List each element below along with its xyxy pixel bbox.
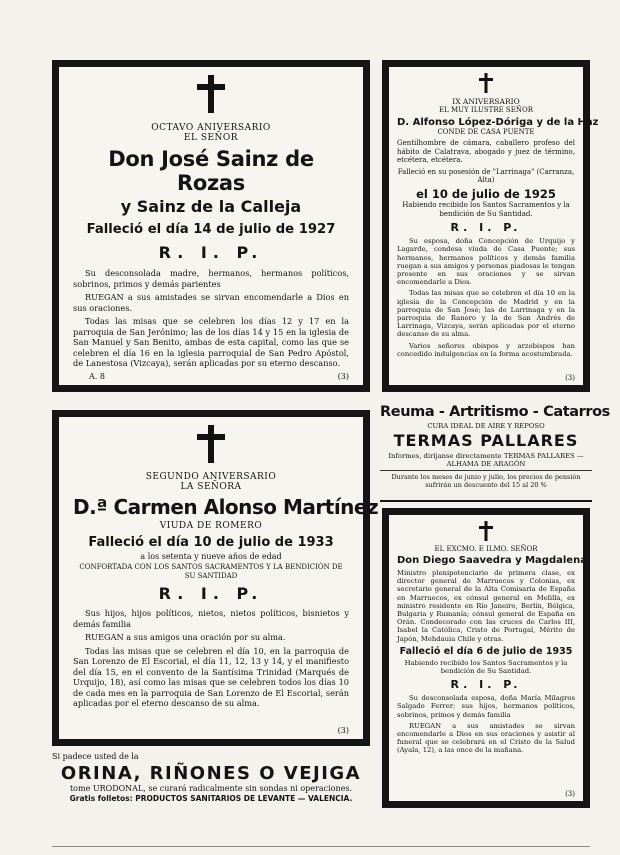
ad-subtitle: CURA IDEAL DE AIRE Y REPOSO [427, 422, 545, 430]
description-text: Ministro plenipotenciario de primera clase, ex director general de Marruecos y Colonias, ex secretario general de la Alta Comisaría de España en Marruecos, ex cónsul general en Melilla, ex ministro residente en Río Janeiro, Berlín, Bélgica, Bulgaria y Rumanía; cónsul general de España en Orán. Condecorado con las cruces de Carlos III, Isabel la Católica, Cristo de Portugal, Mérito de Japón, Mehdauia Chile y otras. [397, 569, 575, 643]
ad-info: Informes, diríjanse directamente TERMAS PALLARES — ALHAMA DE ARAGÓN [380, 452, 592, 471]
sacraments-text: CONFORTADA CON LOS SANTOS SACRAMENTOS Y LA BENDICIÓN DE SU SANTIDAD [79, 563, 343, 580]
cross-icon [397, 521, 575, 545]
deceased-name: Don José Sainz de Rozas [108, 147, 314, 195]
indulgences-text: Varios señores obispos y arzobispos han concedido indulgencias en la forma acostumbrada. [397, 341, 575, 358]
noble-title: CONDE DE CASA PUENTE [437, 128, 535, 136]
deceased-name: D. Alfonso López-Dóriga y de la Haz [397, 117, 599, 128]
obituary-diego-saavedra [382, 508, 590, 808]
masses-text: Todas las misas que se celebren el día 10, en la parroquia de San Lorenzo de El Escorial, el día 11, 12, 13 y 14, y el manifiesto del día 15, en el convento de la Santísima Trinidad (Marqués de Urquijo, 18), así como las misas que se celebren todos los días 10 de cada mes en la parroquia de San Lorenzo de El Escorial, serán aplicadas por el eterno descanso de su alma. [73, 645, 349, 709]
description-text: Gentilhombre de cámara, caballero profeso del hábito de Calatrava, abogado y juez de término, etcétera, etcétera. [397, 139, 575, 165]
anniversary-heading: OCTAVO ANIVERSARIO [151, 123, 271, 133]
deceased-name: Don Diego Saavedra y Magdalena [397, 555, 587, 566]
deceased-name: D.ª Carmen Alonso Martínez [73, 495, 379, 519]
reference-right: (3) [565, 374, 575, 382]
cross-icon [73, 425, 349, 467]
request-text: RUEGAN a sus amigos una oración por su alma. [85, 632, 286, 643]
sacraments-text: Habiendo recibido los Santos Sacramentos y la bendición de Su Santidad. [404, 658, 568, 676]
family-text: Su desconsolada madre, hermanos, hermanos políticos, sobrinos, primos y demás parientes [73, 268, 349, 289]
masses-text: Todas las misas que se celebren el día 10 en la iglesia de la Concepción de Madrid y en la parroquia de San José; las de Larrinaga y en la parroquia de Ranero y la de San Andrés de Larrinaga, Vizcaya, serán aplicadas por el eterno descanso de su alma. [397, 289, 575, 339]
rip-label: R. I. P. [450, 221, 522, 235]
death-date: Falleció el día 14 de julio de 1927 [86, 222, 336, 237]
title-heading: EL MUY ILUSTRE SEÑOR [439, 106, 533, 114]
masses-text: Todas las misas que se celebren los días 12 y 17 en la parroquia de San Jerónimo; las de los días 14 y 15 en la iglesia de San Manuel y San Benito, ambas de esta capital, como las que se celebren el día 16 en la iglesia parroquial de San Pedro Apóstol, de Lanestosa (Vizcaya), serán aplicadas por su eterno descanso. [73, 316, 349, 368]
reference-right: (3) [337, 372, 349, 381]
ad-brand: TERMAS PALLARES [393, 431, 579, 450]
cross-icon [397, 73, 575, 97]
ad-title: Reuma - Artritismo - Catarros [380, 404, 610, 420]
obituary-sainz-de-rozas [52, 60, 370, 392]
rip-label: R. I. P. [450, 678, 522, 692]
anniversary-heading: SEGUNDO ANIVERSARIO [145, 472, 277, 482]
title-heading: EL SEÑOR [183, 133, 239, 143]
family-text: Sus hijos, hijos políticos, nietos, nietos políticos, bisnietos y demás familia [73, 608, 349, 629]
ad-discount: Durante los meses de junio y julio, los precios de pensión sufrirán un descuento del 15 al 20 % [391, 473, 581, 489]
ad-title: ORINA, RIÑONES O VEJIGA [60, 763, 362, 784]
ad-line-2: Gratis folletos: PRODUCTOS SANITARIOS DE LEVANTE — VALENCIA. [69, 794, 353, 803]
obituary-carmen-alonso [52, 410, 379, 746]
request-text: RUEGAN a sus amistades se sirvan encomendarle a Dios en sus oraciones y asistir al funeral que se celebrará en el Cristo de la Salud (Ayala, 12), a las once de la mañana. [397, 721, 575, 755]
ad-urodonal [52, 752, 370, 812]
age-text: a los setenta y nueve años de edad [140, 552, 282, 561]
anniversary-heading: IX ANIVERSARIO [452, 97, 520, 106]
reference-left: A. 8 [89, 372, 105, 381]
rip-label: R. I. P. [158, 584, 264, 604]
death-date: Falleció el día 6 de julio de 1935 [399, 645, 573, 657]
obituary-lopez-doriga [382, 60, 599, 392]
place-text: Falleció en su posesión de "Larrinaga" (Carranza, Alta) [397, 167, 575, 185]
death-date: el 10 de julio de 1925 [416, 186, 556, 201]
death-date: Falleció el día 10 de julio de 1933 [88, 535, 334, 550]
reference-right: (3) [565, 790, 575, 798]
ad-line-1: tome URODONAL, se curará radicalmente sin sondas ni operaciones. [69, 784, 353, 793]
ad-pre: Si padece usted de la [52, 752, 139, 761]
widow-of: VIUDA DE ROMERO [159, 521, 263, 531]
cross-icon [73, 75, 349, 117]
request-text: RUEGAN a sus amistades se sirvan encomendarle a Dios en sus oraciones. [73, 292, 349, 313]
title-heading: LA SEÑORA [180, 482, 242, 492]
sacraments-text: Habiendo recibido los Santos Sacramentos y la bendición de Su Santidad. [402, 200, 570, 218]
ad-termas-pallares [380, 404, 610, 502]
reference-right: (3) [337, 726, 349, 735]
family-text: Su desconsolada esposa, doña María Milagros Salgado Ferrer; sus hijos, hermanos políticos, sobrinos, primos y demás familia [397, 694, 575, 719]
bottom-rule [52, 846, 590, 847]
rip-label: R. I. P. [158, 243, 264, 262]
deceased-name-2: y Sainz de la Calleja [120, 197, 302, 216]
family-text: Su esposa, doña Concepción de Urquijo y Lagarde, condesa viuda de Casa Puente; sus hermanos, hermanos políticos y demás familia ruegan a sus amigos y personas piadosas le tengan presente en sus oraciones y se sirvan encomendarle a Dios. [397, 237, 575, 287]
title-heading: EL EXCMO. E ILMO. SEÑOR [434, 545, 538, 553]
